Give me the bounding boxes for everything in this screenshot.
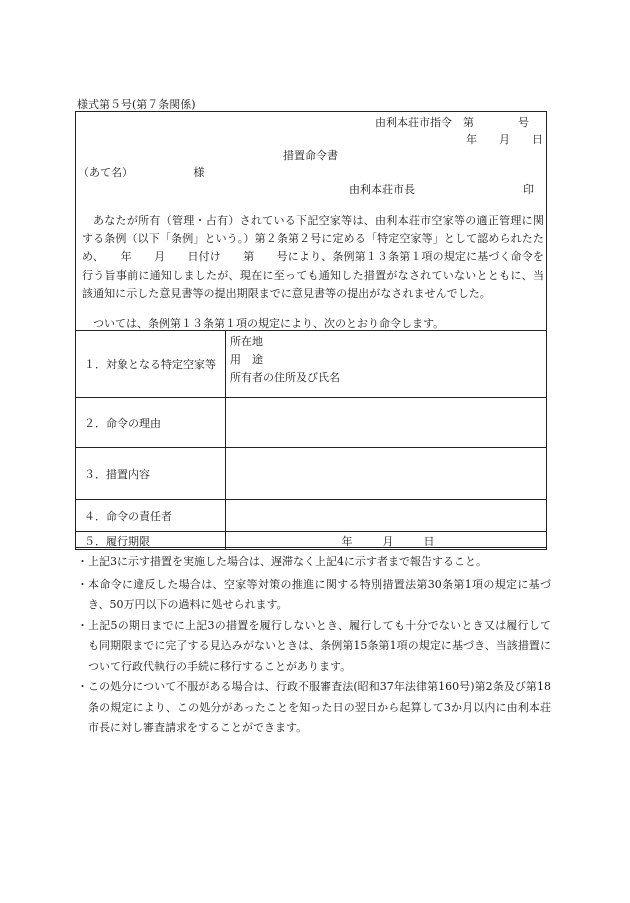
bullet: ・ [77,618,88,632]
table-row [76,448,547,500]
table-row [76,500,547,532]
order-number: 由利本荘市指令 第 号 [375,116,529,129]
note-text: 本命令に違反した場合は、空家等対策の推進に関する特別措置法第30条第1項の規定に基づき、50万円以下の過料に処せられます。 [88,577,551,611]
sub-owner: 所有者の住所及び氏名 [230,371,340,384]
order-table [75,330,547,550]
table-row [76,532,547,550]
sub-location: 所在地 [230,335,263,348]
row-value-measures [226,448,547,500]
row-value-target [226,331,547,398]
bullet: ・ [77,577,88,591]
deadline-year: 年 [341,534,353,548]
notes-list [77,552,551,739]
note-item [77,552,551,573]
row-value-reason [226,398,547,448]
sub-usage: 用 途 [230,353,263,366]
note-text: 上記3に示す措置を実施した場合は、遅滞なく上記4に示す者まで報告すること。 [88,555,487,568]
deadline-date [230,533,546,549]
command-sentence: ついては、条例第１３条第１項の規定により、次のとおり命令します。 [93,317,445,330]
row-label-target: １．対象となる特定空家等 [76,331,226,398]
row-label-responsible: ４．命令の責任者 [76,500,226,532]
deadline-day: 日 [423,534,435,548]
bullet: ・ [77,555,88,568]
bullet: ・ [77,680,88,693]
row-value-responsible [226,500,547,532]
row-label-reason: ２．命令の理由 [76,398,226,448]
row-label-deadline: ５．履行期限 [76,532,226,550]
document-title: 措置命令書 [283,149,338,162]
note-item [77,616,551,678]
issuer-name: 由利本荘市長 [349,183,415,196]
note-item [77,677,551,739]
addressee: （あて名） 様 [78,166,205,179]
row-value-deadline [226,532,547,550]
issue-date: 年 月 日 [466,133,543,146]
note-item [77,575,551,616]
form-label: 様式第５号(第７条関係) [77,98,196,111]
seal-mark: 印 [523,183,534,196]
note-text: この処分について不服がある場合は、行政不服審査法(昭和37年法律第160号)第2条及び第18条の規定により、この処分があったことを知った日の翌日から起算して3か月以内に由利本荘市長に対し審査請求をすることができます。 [88,680,551,734]
row-label-measures: ３．措置内容 [76,448,226,500]
table-row [76,398,547,448]
deadline-month: 月 [382,534,394,548]
note-text: 上記5の期日までに上記3の措置を履行しないとき、履行しても十分でないとき又は履行しても同期限までに完了する見込みがないときは、条例第15条第1項の規定に基づき、当該措置について行政代執行の手続に移行することがあります。 [88,618,551,673]
main-paragraph: あなたが所有（管理・占有）されている下記空家等は、由利本荘市空家等の適正管理に関する条例（以下「条例」という。）第２条第２号に定める「特定空家等」として認められたため、 年 月 日付け 第 号により、条例第１３条第１項の規定に基づく命令を行う旨事前に通知しましたが、現在に至っても通知した措置がなされていないとともに、当該通知に示した意見書等の提出期限までに意見書等の提出がなされませんでした。 [82,214,544,300]
table-row [76,331,547,398]
